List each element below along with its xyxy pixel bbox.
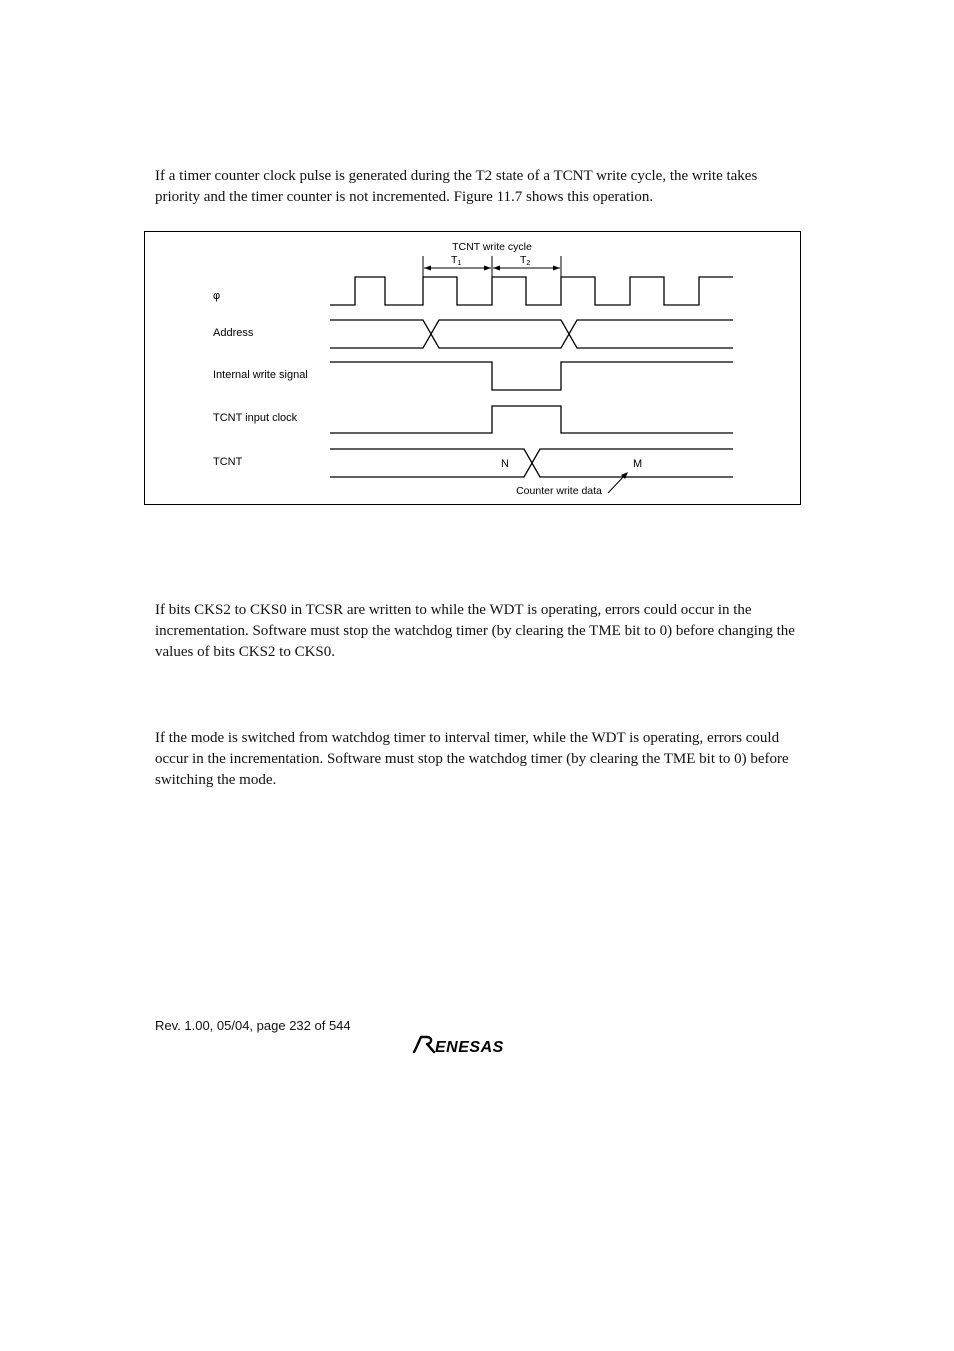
t1-arrow-left xyxy=(424,266,431,271)
t2-arrow-right xyxy=(553,266,560,271)
address-waveform xyxy=(330,320,733,348)
timing-diagram xyxy=(145,232,802,506)
paragraph-cks-bits: If bits CKS2 to CKS0 in TCSR are written to while the WDT is operating, errors could occur in the incrementation. Software must stop the watchdog timer (by clearing the TME bit to 0) before changing the values of bits CKS2 to CKS0. xyxy=(155,602,795,660)
t1-arrow-right xyxy=(484,266,491,271)
t2-arrow-left xyxy=(493,266,500,271)
write-signal-label: Internal write signal xyxy=(213,369,308,381)
address-label: Address xyxy=(213,327,254,339)
page-footer: Rev. 1.00, 05/04, page 232 of 544 xyxy=(155,1018,351,1033)
phi-waveform xyxy=(330,277,733,305)
timing-diagram-figure xyxy=(144,231,801,505)
t1-label: T1 xyxy=(451,254,462,267)
tcnt-value-n: N xyxy=(501,458,509,470)
tcnt-waveform xyxy=(330,449,733,477)
phi-label: φ xyxy=(213,290,221,302)
tcnt-value-m: M xyxy=(633,458,643,470)
paragraph-mode-switch: If the mode is switched from watchdog timer to interval timer, while the WDT is operating, errors could occur in the incrementation. Software must stop the watchdog timer (by clearing the TME bit to 0) before switching the mode. xyxy=(155,730,789,788)
tcnt-label: TCNT xyxy=(213,456,243,468)
svg-text:ENESAS: ENESAS xyxy=(435,1039,504,1056)
input-clock-waveform xyxy=(330,406,733,433)
cycle-label: TCNT write cycle xyxy=(452,241,532,253)
t2-label: T2 xyxy=(520,254,531,267)
write-signal-waveform xyxy=(330,362,733,390)
input-clock-label: TCNT input clock xyxy=(213,412,298,424)
renesas-logo xyxy=(411,1034,535,1061)
paragraph-write-priority: If a timer counter clock pulse is generated during the T2 state of a TCNT write cycle, the write takes priority and the timer counter is not incremented. Figure 11.7 shows this operation. xyxy=(155,168,758,205)
annotation-label: Counter write data xyxy=(516,485,602,497)
renesas-logo-mark xyxy=(411,1034,535,1056)
